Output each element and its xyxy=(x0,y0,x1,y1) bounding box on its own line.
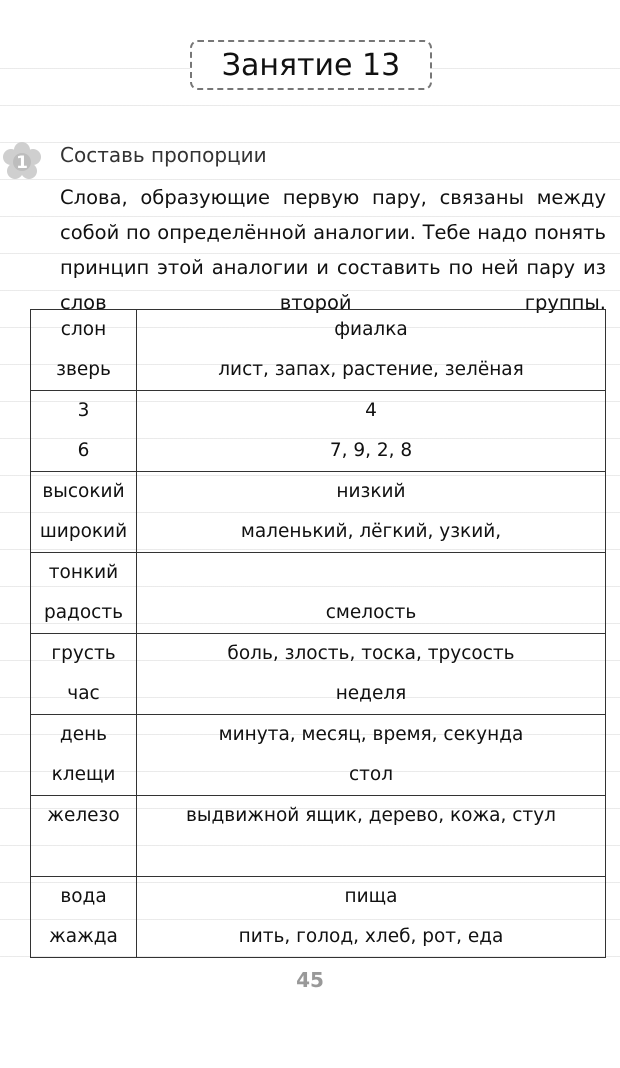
left-word: зверь xyxy=(56,359,111,380)
left-word: широкий xyxy=(39,521,128,542)
left-cell xyxy=(31,796,137,877)
left-word: 3 xyxy=(77,400,90,421)
table-row xyxy=(31,634,606,715)
right-text: неделя xyxy=(335,683,407,704)
table-row xyxy=(31,715,606,796)
left-word: тонкий xyxy=(48,562,119,583)
table-row xyxy=(31,391,606,472)
right-text: пища xyxy=(344,886,398,907)
task-instructions: Слова, образующие первую пару, связаны между собой по определённой аналогии. Тебе надо понять принцип этой аналогии и составить по ней пару из слов второй группы. xyxy=(60,186,606,314)
right-text: минута, месяц, время, секунда xyxy=(218,724,524,745)
left-cell xyxy=(31,472,137,553)
left-word: час xyxy=(67,683,100,704)
task-heading: Составь пропорции xyxy=(60,143,267,167)
right-text: фиалка xyxy=(334,319,408,340)
right-text: 7, 9, 2, 8 xyxy=(329,440,413,461)
right-text: выдвижной ящик, дерево, кожа, стул xyxy=(186,805,556,826)
lesson-title xyxy=(190,40,432,90)
right-cell xyxy=(137,796,606,877)
right-text: низкий xyxy=(336,481,406,502)
table-row xyxy=(31,796,606,877)
right-text: смелость xyxy=(325,602,417,623)
table-row xyxy=(31,472,606,553)
page-number: 45 xyxy=(296,968,324,992)
right-cell xyxy=(137,310,606,391)
right-cell xyxy=(137,634,606,715)
left-cell xyxy=(31,715,137,796)
right-cell xyxy=(137,715,606,796)
left-word: высокий xyxy=(42,481,125,502)
task-number: 1 xyxy=(16,153,28,173)
right-text xyxy=(137,553,605,593)
left-word: вода xyxy=(60,886,107,907)
right-cell xyxy=(137,553,606,634)
flower-number-icon xyxy=(2,142,42,182)
right-text: лист, запах, растение, зелёная xyxy=(218,359,524,380)
left-word: день xyxy=(59,724,108,745)
left-word: радость xyxy=(43,602,124,623)
right-text: стол xyxy=(348,764,394,785)
left-cell xyxy=(31,553,137,634)
right-cell xyxy=(137,877,606,958)
right-cell xyxy=(137,391,606,472)
left-word: железо xyxy=(47,805,120,826)
table-row xyxy=(31,877,606,958)
left-word: слон xyxy=(60,319,107,340)
right-text: пить, голод, хлеб, рот, еда xyxy=(238,926,504,947)
left-cell xyxy=(31,877,137,958)
lesson-title-text: Занятие 13 xyxy=(221,47,401,83)
left-word: 6 xyxy=(77,440,90,461)
left-cell xyxy=(31,634,137,715)
left-cell xyxy=(31,391,137,472)
left-word: клещи xyxy=(51,764,116,785)
right-text: маленький, лёгкий, узкий, xyxy=(240,521,502,542)
right-text: 4 xyxy=(365,400,377,421)
left-cell xyxy=(31,310,137,391)
left-word: грусть xyxy=(51,643,116,664)
left-word xyxy=(31,836,136,876)
right-cell xyxy=(137,472,606,553)
left-word: жажда xyxy=(49,926,118,947)
table-row xyxy=(31,310,606,391)
proportions-table xyxy=(30,309,606,958)
right-text: боль, злость, тоска, трусость xyxy=(227,643,515,664)
table-row xyxy=(31,553,606,634)
